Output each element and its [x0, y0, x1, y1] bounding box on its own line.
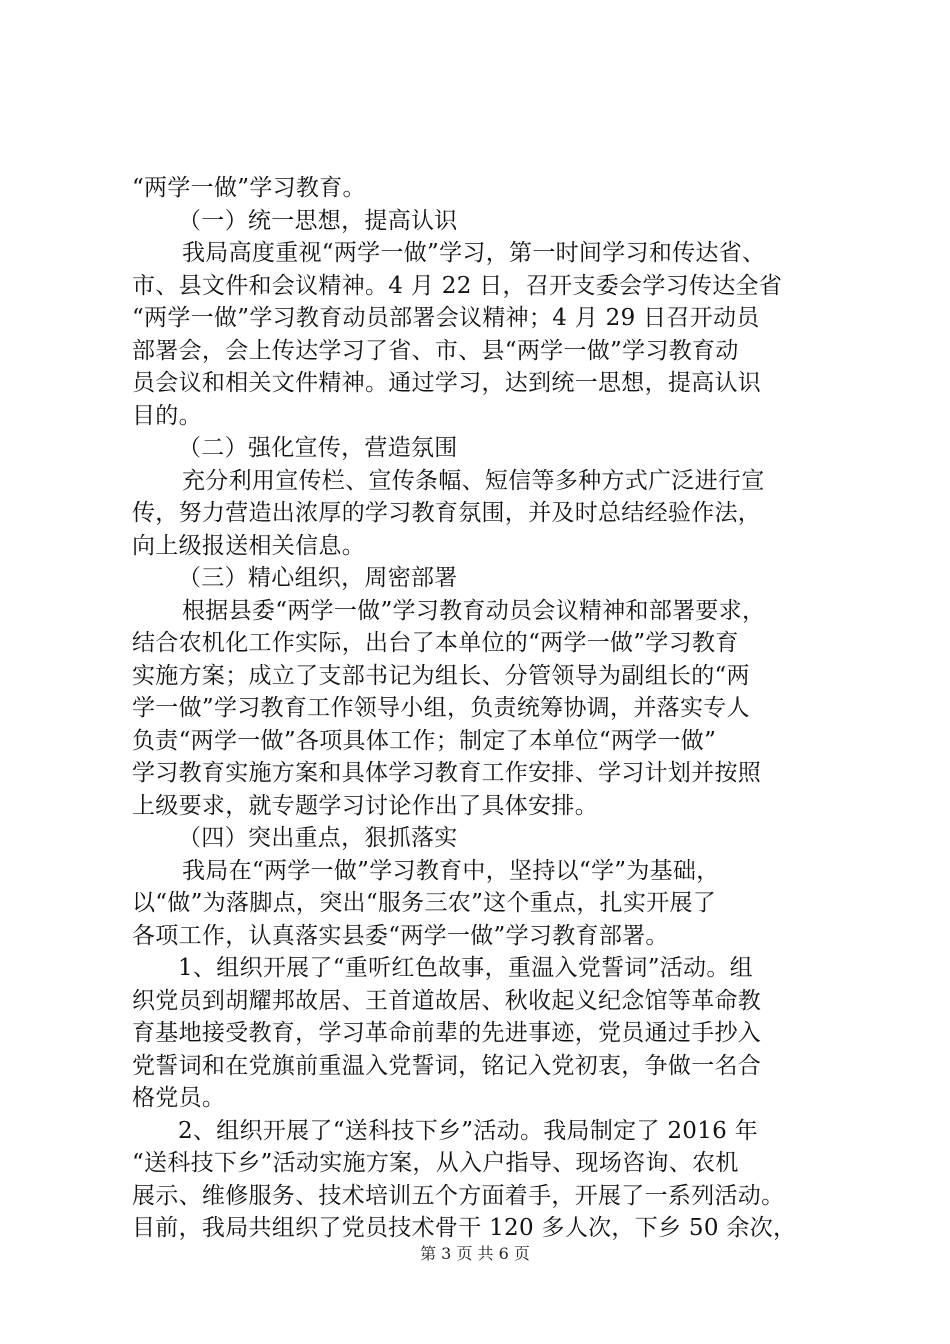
- text-line: 充分利用宣传栏、宣传条幅、短信等多种方式广泛进行宣: [182, 467, 765, 494]
- text-line: 2、组织开展了“送科技下乡”活动。我局制定了 2016 年: [178, 1117, 759, 1144]
- text-line: 部署会，会上传达学习了省、市、县“两学一做”学习教育动: [132, 337, 739, 364]
- page-footer: [0, 1244, 950, 1264]
- text-line: （三）精心组织，周密部署: [178, 565, 458, 591]
- text-line: 传，努力营造出浓厚的学习教育氛围，并及时总结经验作法，: [132, 500, 762, 526]
- document-body: [132, 172, 832, 1245]
- text-line: 上级要求，就专题学习讨论作出了具体安排。: [132, 792, 598, 819]
- text-line: 育基地接受教育，学习革命前辈的先进事迹，党员通过手抄入: [132, 1020, 762, 1046]
- text-line: 展示、维修服务、技术培训五个方面着手，开展了一系列活动。: [132, 1182, 785, 1209]
- text-line: 负责“两学一做”各项具体工作；制定了本单位“两学一做”: [132, 727, 717, 754]
- page-number: 第 3 页 共 6 页: [420, 1244, 530, 1263]
- text-line: 根据县委“两学一做”学习教育动员会议精神和部署要求，: [182, 597, 766, 624]
- text-line: 结合农机化工作实际，出台了本单位的“两学一做”学习教育: [132, 630, 739, 656]
- text-line: （一）统一思想，提高认识: [178, 207, 458, 234]
- text-line: 学习教育实施方案和具体学习教育工作安排、学习计划并按照: [132, 760, 762, 786]
- text-line: 员会议和相关文件精神。通过学习，达到统一思想，提高认识: [132, 370, 762, 396]
- text-line: “送科技下乡”活动实施方案，从入户指导、现场咨询、农机: [132, 1150, 739, 1176]
- text-line: （四）突出重点，狠抓落实: [178, 825, 458, 851]
- text-line: “两学一做”学习教育动员部署会议精神；4 月 29 日召开动员: [132, 305, 760, 331]
- text-line: “两学一做”学习教育。: [132, 175, 366, 201]
- text-line: 1、组织开展了“重听红色故事，重温入党誓词”活动。组: [178, 955, 753, 981]
- text-line: 各项工作，认真落实县委“两学一做”学习教育部署。: [132, 922, 669, 949]
- text-line: 市、县文件和会议精神。4 月 22 日，召开支委会学习传达全省: [132, 272, 783, 299]
- text-line: 格党员。: [132, 1085, 226, 1111]
- text-line: 党誓词和在党旗前重温入党誓词，铭记入党初衷，争做一名合: [132, 1052, 762, 1079]
- text-line: 学一做”学习教育工作领导小组，负责统筹协调，并落实专人: [132, 695, 750, 721]
- text-line: （二）强化宣传，营造氛围: [178, 435, 458, 461]
- text-line: 我局高度重视“两学一做”学习，第一时间学习和传达省、: [182, 240, 766, 266]
- text-line: 向上级报送相关信息。: [132, 532, 365, 559]
- text-line: 目前，我局共组织了党员技术骨干 120 多人次，下乡 50 余次，: [132, 1215, 797, 1241]
- text-line: 我局在“两学一做”学习教育中，坚持以“学”为基础，: [182, 857, 720, 884]
- text-line: 织党员到胡耀邦故居、王首道故居、秋收起义纪念馆等革命教: [132, 987, 762, 1014]
- text-line: 以“做”为落脚点，突出“服务三农”这个重点，扎实开展了: [132, 890, 717, 916]
- text-line: 目的。: [132, 402, 202, 429]
- text-line: 实施方案；成立了支部书记为组长、分管领导为副组长的“两: [132, 662, 750, 689]
